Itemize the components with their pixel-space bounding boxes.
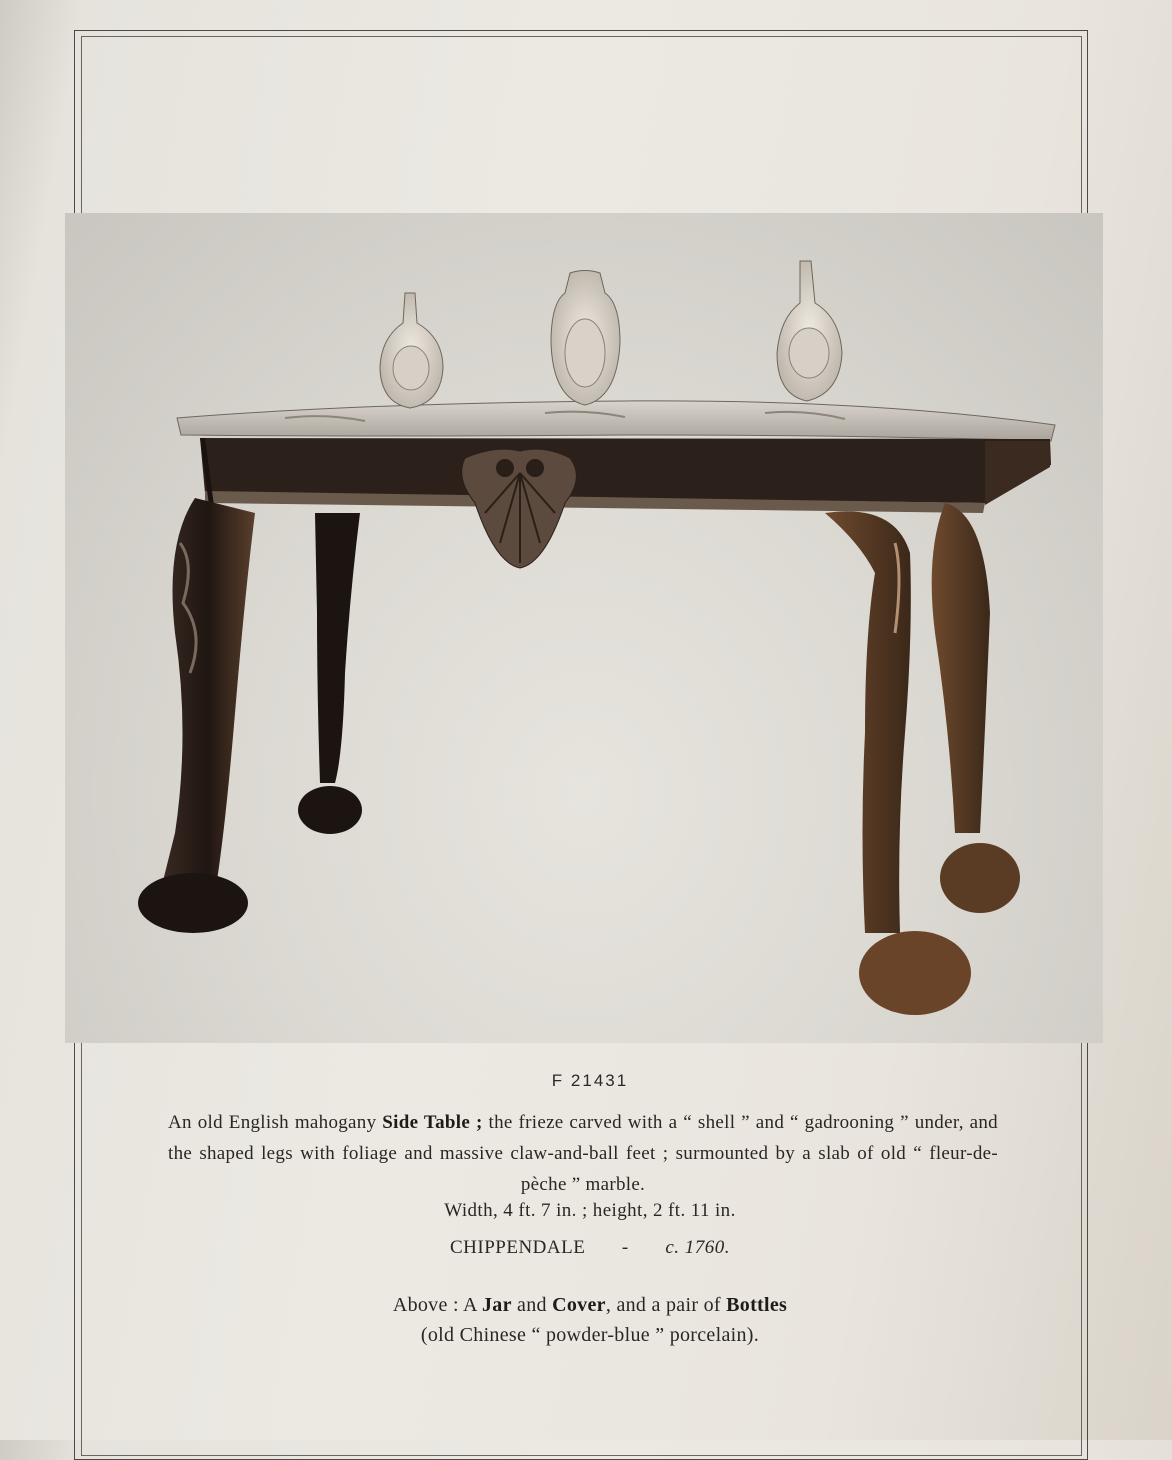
- right-bottle: [777, 261, 842, 401]
- above-caption: [150, 1290, 1030, 1350]
- back-right-leg: [932, 503, 1020, 913]
- description-part-1: An old English mahogany: [168, 1112, 383, 1133]
- period-line: [150, 1237, 1030, 1259]
- above-part-3: , and a pair of: [605, 1294, 727, 1316]
- back-left-leg: [298, 513, 362, 834]
- period-date: c. 1760.: [665, 1237, 731, 1258]
- shell-carving: [462, 449, 577, 568]
- catalogue-number: F 21431: [551, 1071, 629, 1090]
- porcelain-note: (old Chinese “ powder-blue ” porcelain).: [420, 1324, 760, 1346]
- dimensions-text: Width, 4 ft. 7 in. ; height, 2 ft. 11 in.: [444, 1200, 736, 1221]
- carved-frieze: [200, 438, 1051, 513]
- left-bottle: [380, 293, 443, 408]
- item-cover: Cover: [552, 1294, 606, 1316]
- item-jar: Jar: [481, 1294, 512, 1316]
- item-bottles: Bottles: [726, 1294, 788, 1316]
- period-separator: -: [621, 1237, 629, 1258]
- above-part-2: and: [511, 1294, 553, 1316]
- jar-and-cover: [551, 271, 620, 406]
- description-text: [168, 1108, 998, 1200]
- left-front-leg: [138, 498, 255, 933]
- marble-top: [177, 401, 1055, 441]
- style-name: CHIPPENDALE: [449, 1237, 586, 1258]
- above-part-1: Above : A: [392, 1294, 482, 1316]
- description-part-2: the frieze carved with a “ shell ” and “ gadrooning ” under, and the shaped legs with foliage and massive claw-and-ball feet ; surmounted by a slab of old “ fleur-de-pèche ” marble.: [168, 1112, 998, 1195]
- item-name-side-table: Side Table ;: [382, 1112, 483, 1133]
- side-table-photograph: [65, 213, 1103, 1043]
